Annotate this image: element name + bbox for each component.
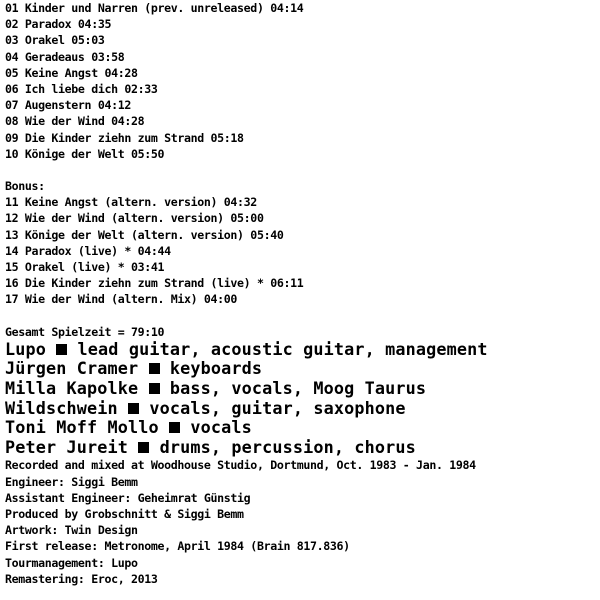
member-name: Toni Moff Mollo xyxy=(5,417,159,438)
track-line: 17 Wie der Wind (altern. Mix) 04:00 xyxy=(5,292,238,307)
member-role: lead guitar, acoustic guitar, management xyxy=(77,338,488,359)
track-line: 16 Die Kinder ziehn zum Strand (live) * 06:11 xyxy=(5,276,304,291)
member-role: vocals, guitar, saxophone xyxy=(149,397,406,418)
square-bullet-icon xyxy=(149,363,160,374)
member-line xyxy=(5,379,597,399)
production-credits xyxy=(5,457,597,587)
member-role: drums, percussion, chorus xyxy=(159,436,416,457)
square-bullet-icon xyxy=(128,403,139,414)
member-line xyxy=(5,359,597,379)
member-line xyxy=(5,418,597,438)
track-line: 15 Orakel (live) * 03:41 xyxy=(5,260,165,275)
member-name: Jürgen Cramer xyxy=(5,358,139,379)
total-playtime: Gesamt Spielzeit = 79:10 xyxy=(5,324,165,339)
credit-line: Assistant Engineer: Geheimrat Günstig xyxy=(5,490,251,505)
square-bullet-icon xyxy=(149,383,160,394)
credit-line: Remastering: Eroc, 2013 xyxy=(5,571,158,586)
member-line xyxy=(5,438,597,458)
track-line: 09 Die Kinder ziehn zum Strand 05:18 xyxy=(5,130,244,145)
tracklist xyxy=(5,0,597,162)
spacer xyxy=(5,308,597,324)
member-role: bass, vocals, Moog Taurus xyxy=(169,378,427,399)
credit-line: Recorded and mixed at Woodhouse Studio, Dortmund, Oct. 1983 - Jan. 1984 xyxy=(5,458,476,473)
member-role: vocals xyxy=(190,417,252,438)
track-line: 10 Könige der Welt 05:50 xyxy=(5,146,165,161)
track-line: 12 Wie der Wind (altern. version) 05:00 xyxy=(5,211,264,226)
credit-line: First release: Metronome, April 1984 (Brain 817.836) xyxy=(5,539,350,554)
square-bullet-icon xyxy=(56,344,67,355)
track-line: 01 Kinder und Narren (prev. unreleased) 04:14 xyxy=(5,1,304,15)
track-line: 03 Orakel 05:03 xyxy=(5,33,105,48)
track-line: 06 Ich liebe dich 02:33 xyxy=(5,82,158,97)
band-members xyxy=(5,340,597,458)
track-line: 11 Keine Angst (altern. version) 04:32 xyxy=(5,195,257,210)
credit-line: Tourmanagement: Lupo xyxy=(5,555,138,570)
member-name: Peter Jureit xyxy=(5,436,129,457)
track-line: 13 Könige der Welt (altern. version) 05:40 xyxy=(5,227,284,242)
member-name: Milla Kapolke xyxy=(5,378,139,399)
track-line: 02 Paradox 04:35 xyxy=(5,17,112,32)
member-line xyxy=(5,399,597,419)
member-line xyxy=(5,340,597,360)
bonus-tracklist xyxy=(5,178,597,308)
member-name: Lupo xyxy=(5,338,47,359)
track-line: 08 Wie der Wind 04:28 xyxy=(5,114,145,129)
credit-line: Produced by Grobschnitt & Siggi Bemm xyxy=(5,507,244,522)
credit-line: Engineer: Siggi Bemm xyxy=(5,474,138,489)
credit-line: Artwork: Twin Design xyxy=(5,523,138,538)
liner-notes xyxy=(5,0,597,587)
bonus-heading: Bonus: xyxy=(5,179,45,194)
square-bullet-icon xyxy=(138,442,149,453)
member-name: Wildschwein xyxy=(5,397,118,418)
member-role: keyboards xyxy=(169,358,263,379)
track-line: 14 Paradox (live) * 04:44 xyxy=(5,243,171,258)
track-line: 05 Keine Angst 04:28 xyxy=(5,65,138,80)
track-line: 07 Augenstern 04:12 xyxy=(5,98,131,113)
spacer xyxy=(5,162,597,178)
square-bullet-icon xyxy=(169,422,180,433)
track-line: 04 Geradeaus 03:58 xyxy=(5,49,125,64)
